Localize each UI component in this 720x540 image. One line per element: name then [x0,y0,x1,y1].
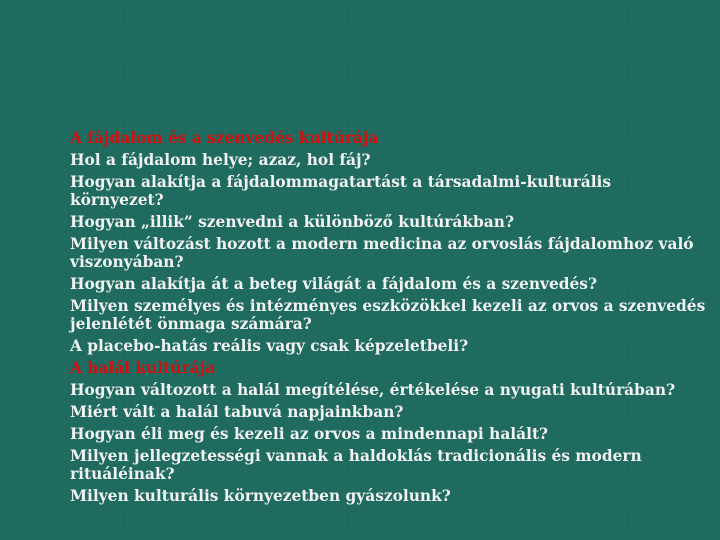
question-item: Hogyan változott a halál megítélése, értékelése a nyugati kultúrában? [70,381,676,399]
question-item: Hogyan „illik” szenvedni a különböző kultúrákban? [70,213,514,231]
section-heading-death: A halál kultúrája [70,359,216,377]
question-item: Milyen jellegzetességi vannak a haldoklás tradicionális és modern rituáléinak? [70,447,642,483]
question-item: Miért vált a halál tabuvá napjainkban? [70,403,404,421]
question-item: A placebo-hatás reális vagy csak képzeletbeli? [70,337,469,355]
question-item: Milyen személyes és intézményes eszközökkel kezeli az orvos a szenvedés jelenlétét önmaga számára? [70,297,706,333]
question-item: Milyen változást hozott a modern medicina az orvoslás fájdalomhoz való viszonyában? [70,235,694,271]
question-item: Hogyan éli meg és kezeli az orvos a mindennapi halált? [70,425,549,443]
question-item: Hogyan alakítja a fájdalommagatartást a társadalmi-kulturális környezet? [70,173,612,209]
question-item: Hol a fájdalom helye; azaz, hol fáj? [70,151,371,169]
slide-text-block [70,129,710,505]
section-heading-pain: A fájdalom és a szenvedés kultúrája [70,129,379,147]
question-item: Hogyan alakítja át a beteg világát a fájdalom és a szenvedés? [70,275,597,293]
question-item: Milyen kulturális környezetben gyászolunk? [70,487,451,505]
